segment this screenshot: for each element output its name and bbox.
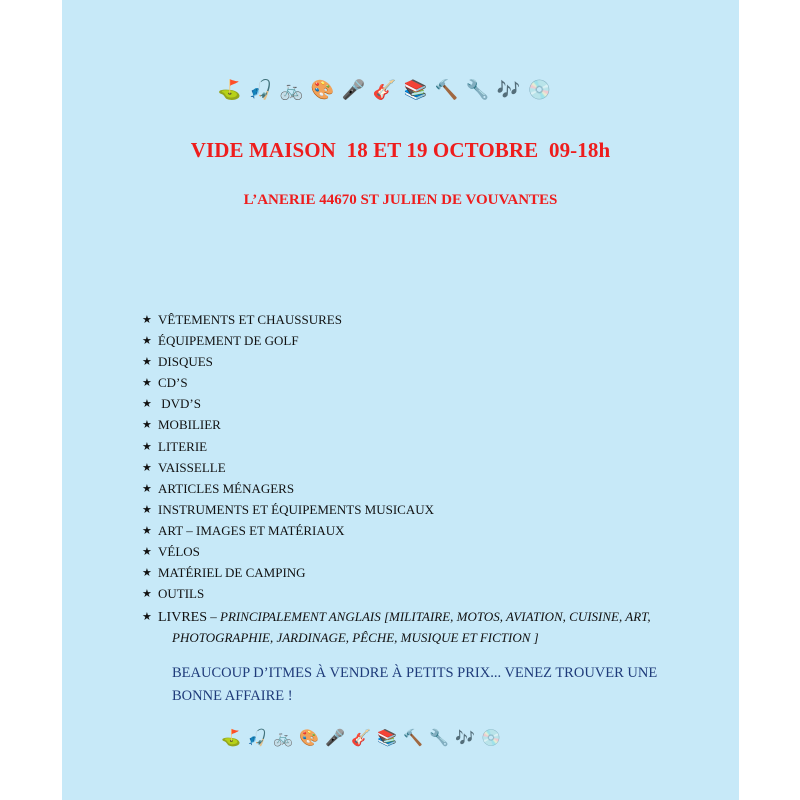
list-item-label: VÉLOS <box>158 544 200 560</box>
list-item <box>142 499 434 520</box>
guitar-icon: 🎸 <box>372 79 397 101</box>
star-icon: ★ <box>142 460 152 474</box>
list-item-label: DISQUES <box>158 354 213 370</box>
list-item-label: VÊTEMENTS ET CHAUSSURES <box>158 312 342 327</box>
hammer-icon: 🔨 <box>434 79 459 101</box>
list-item <box>142 541 434 562</box>
list-item <box>142 393 434 414</box>
list-item-label: DVD’S <box>158 396 201 412</box>
wrench-icon: 🔧 <box>429 728 449 747</box>
star-icon: ★ <box>142 418 152 432</box>
closing-text: BEAUCOUP D’ITMES À VENDRE À PETITS PRIX... VENEZ TROUVER UNE BONNE AFFAIRE ! <box>172 665 658 704</box>
list-item-label: LITERIE <box>158 438 208 454</box>
music-notes-icon: 🎶 <box>455 728 475 747</box>
books-detail-1: PRINCIPALEMENT ANGLAIS [MILITAIRE, MOTOS, AVIATION, CUISINE, ART, <box>220 609 651 624</box>
list-item <box>142 436 434 457</box>
list-item-label: MOBILIER <box>158 417 221 433</box>
star-icon: ★ <box>142 502 152 516</box>
star-icon: ★ <box>142 334 152 348</box>
list-item <box>142 372 434 393</box>
star-icon: ★ <box>142 523 152 537</box>
star-icon: ★ <box>142 566 152 580</box>
list-item-label: ART – IMAGES ET MATÉRIAUX <box>158 522 345 538</box>
star-icon: ★ <box>142 355 152 369</box>
list-item-label: VAISSELLE <box>158 459 226 475</box>
list-item <box>142 414 434 435</box>
disc-icon: 💿 <box>481 728 501 747</box>
emoji-row-bottom <box>218 728 504 747</box>
microphone-icon: 🎤 <box>341 79 366 101</box>
star-icon: ★ <box>142 481 152 495</box>
music-notes-icon: 🎶 <box>496 79 521 101</box>
list-item-label: OUTILS <box>158 586 205 602</box>
star-icon: ★ <box>142 545 152 559</box>
list-item <box>142 583 434 604</box>
golf-icon: ⛳ <box>221 728 241 747</box>
golf-icon: ⛳ <box>217 79 242 101</box>
fishing-icon: 🎣 <box>248 79 273 101</box>
item-list <box>142 309 434 604</box>
hammer-icon: 🔨 <box>403 728 423 747</box>
star-icon: ★ <box>142 587 152 601</box>
books-detail-2: PHOTOGRAPHIE, JARDINAGE, PÊCHE, MUSIQUE ET FICTION ] <box>172 630 539 645</box>
bicycle-icon: 🚲 <box>273 728 293 747</box>
list-item-label: INSTRUMENTS ET ÉQUIPEMENTS MUSICAUX <box>158 501 435 517</box>
microphone-icon: 🎤 <box>325 728 345 747</box>
list-item <box>142 330 434 351</box>
fishing-icon: 🎣 <box>247 728 267 747</box>
books-label: LIVRES <box>158 610 207 625</box>
page-title: VIDE MAISON 18 ET 19 OCTOBRE 09-18h <box>190 138 611 162</box>
star-icon: ★ <box>142 610 152 623</box>
star-icon: ★ <box>142 376 152 390</box>
books-icon: 📚 <box>403 79 428 101</box>
star-icon: ★ <box>142 397 152 411</box>
list-item-label: ARTICLES MÉNAGERS <box>158 480 295 496</box>
list-item <box>142 478 434 499</box>
list-item <box>142 520 434 541</box>
books-dash: – <box>207 609 220 624</box>
list-item-label: CD’S <box>158 375 188 391</box>
bicycle-icon: 🚲 <box>279 79 304 101</box>
wrench-icon: 🔧 <box>465 79 490 101</box>
emoji-row-top <box>214 78 555 101</box>
guitar-icon: 🎸 <box>351 728 371 747</box>
list-item <box>142 457 434 478</box>
list-item <box>142 562 434 583</box>
flyer-page <box>62 0 739 800</box>
address: L’ANERIE 44670 ST JULIEN DE VOUVANTES <box>243 192 558 208</box>
palette-icon: 🎨 <box>310 79 335 101</box>
palette-icon: 🎨 <box>299 728 319 747</box>
star-icon: ★ <box>142 439 152 453</box>
list-item-label: ÉQUIPEMENT DE GOLF <box>158 333 299 349</box>
list-item-label: MATÉRIEL DE CAMPING <box>158 565 306 581</box>
list-item <box>142 351 434 372</box>
list-item <box>142 309 434 330</box>
star-icon: ★ <box>142 313 152 326</box>
books-icon: 📚 <box>377 728 397 747</box>
disc-icon: 💿 <box>527 79 552 101</box>
